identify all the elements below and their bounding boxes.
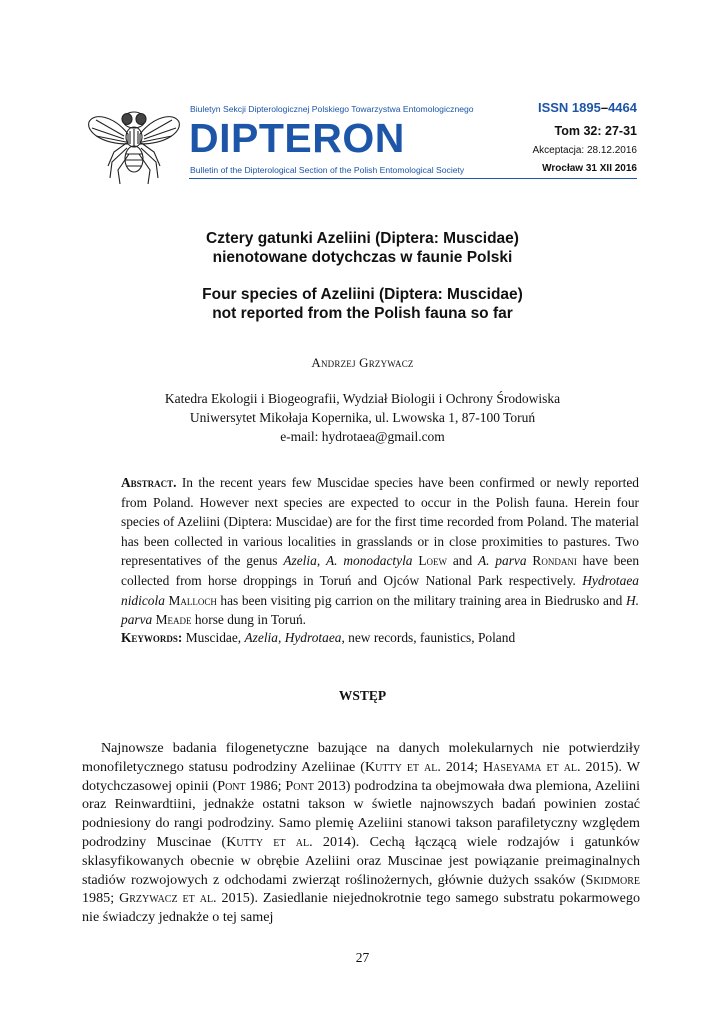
citation: Skidmore bbox=[585, 871, 640, 888]
page-number: 27 bbox=[355, 950, 370, 965]
title-english bbox=[0, 285, 725, 323]
publication-place-date: Wrocław 31 XII 2016 bbox=[542, 163, 637, 174]
issn-number: 4464 bbox=[608, 100, 637, 115]
abstract bbox=[121, 473, 639, 630]
abstract-text: has been visiting pig carrion on the military training area in Biedrusko and bbox=[216, 592, 626, 608]
taxon-name: A. parva bbox=[477, 553, 527, 569]
paragraph-text: 1986; bbox=[245, 777, 286, 794]
citation: Haseyama et al. bbox=[482, 758, 581, 775]
paragraph-text: Najnowsze badania filogenetyczne bazujące na danych molekularnych nie potwierdziły monofiletycznego statusu podrodziny Azeliinae ( bbox=[82, 740, 640, 775]
keywords-text: , bbox=[277, 630, 285, 645]
taxon-author: Malloch bbox=[168, 592, 217, 608]
title-polish bbox=[0, 229, 725, 267]
abstract-text: and bbox=[447, 553, 478, 569]
abstract-text: have been collected from horse droppings in Toruń and Ojców National Park respectively. bbox=[121, 553, 640, 588]
intro-paragraph bbox=[82, 739, 640, 927]
paragraph-text: 1985; bbox=[82, 890, 120, 907]
keywords-text: Muscidae, bbox=[182, 630, 245, 645]
keyword-taxon: Azelia bbox=[244, 630, 278, 645]
fly-icon bbox=[84, 104, 184, 186]
title-english-line2: not reported from the Polish fauna so far bbox=[212, 305, 513, 322]
paragraph-text: 2015). Zasiedlanie niejednokrotnie tego samego substratu pokarmowego nie świadczy jednakże o tej samej bbox=[82, 890, 640, 926]
title-polish-line1: Cztery gatunki Azeliini (Diptera: Muscidae) bbox=[206, 230, 519, 247]
taxon-author: Loew bbox=[418, 553, 447, 569]
keyword-taxon: Hydrotaea bbox=[284, 630, 342, 645]
abstract-text: horse dung in Toruń. bbox=[191, 612, 307, 628]
section-heading: WSTĘP bbox=[338, 688, 387, 703]
abstract-text: In the recent years few Muscidae species have been confirmed or newly reported from Poland. However next species are expected to occur in the Polish fauna. Herein four species of Azeliini (Diptera: Muscidae) are for the first time recorded from Poland. The material has been collected in various localities in grasslands or in close proximities to pastures. Two representatives of the genus bbox=[121, 475, 639, 569]
citation: Kutty et al. bbox=[364, 758, 441, 775]
taxon-name: H. parva bbox=[121, 592, 639, 628]
journal-subtitle-en: Bulletin of the Dipterological Section of the Polish Entomological Society bbox=[190, 165, 465, 175]
taxon-author: Rondani bbox=[532, 553, 577, 569]
body-text bbox=[82, 739, 640, 927]
issn-prefix: ISSN 1895 bbox=[537, 100, 601, 115]
paragraph-text: 2014). Cechą łączącą wiele rodzajów i gatunków sklasyfikowanych obecnie w obrębie Azeliini oraz Muscinae jest powiązanie preimaginalnych stadiów rozwojowych z odchodami zwierząt roślinożernych, głównie dużych ssaków ( bbox=[82, 833, 640, 888]
author-email: e-mail: hydrotaea@gmail.com bbox=[280, 429, 445, 444]
title-english-line1: Four species of Azeliini (Diptera: Muscidae) bbox=[202, 286, 523, 303]
paragraph-text: 2015). W dotychczasowej opinii ( bbox=[82, 758, 640, 794]
keywords-text: , new records, faunistics, Poland bbox=[341, 630, 516, 645]
journal-subtitle-pl: Biuletyn Sekcji Dipterologicznej Polskiego Towarzystwa Entomologicznego bbox=[190, 104, 474, 114]
taxon-name: Azelia bbox=[283, 553, 317, 569]
citation: Grzywacz et al. bbox=[119, 890, 217, 907]
citation: Pont bbox=[217, 777, 246, 794]
taxon-name: Hydrotaea nidicola bbox=[121, 572, 639, 608]
keywords-label: Keywords: bbox=[121, 630, 183, 645]
header-divider bbox=[189, 178, 637, 179]
issn-separator: – bbox=[600, 100, 609, 115]
citation: Pont bbox=[285, 777, 314, 794]
paragraph-text: 2013) podrodzina ta obejmowała dwa plemiona, Azeliini oraz Reinwardtiini, jednakże ostatni takson w świetle najnowszych badań powinien zostać podniesiony do rangi podrodziny. Samo plemię Azeliini stanowi takson parafiletyczny względem podrodziny Muscinae ( bbox=[82, 777, 640, 850]
title-polish-line2: nienotowane dotychczas w faunie Polski bbox=[212, 249, 513, 266]
accepted-date: Akceptacja: 28.12.2016 bbox=[532, 145, 637, 156]
taxon-name: A. monodactyla bbox=[325, 553, 413, 569]
abstract-text: , bbox=[316, 553, 326, 569]
keywords bbox=[121, 628, 639, 648]
affiliation-line: Katedra Ekologii i Biogeografii, Wydział Biologii i Ochrony Środowiska bbox=[164, 391, 561, 406]
taxon-author: Meade bbox=[155, 612, 192, 628]
journal-name: DIPTERON bbox=[189, 115, 405, 161]
paragraph-text: 2014; bbox=[440, 758, 483, 775]
author-name: Andrzej Grzywacz bbox=[311, 355, 414, 370]
abstract-label: Abstract. bbox=[121, 475, 177, 490]
volume-pages: Tom 32: 27-31 bbox=[554, 124, 637, 138]
citation: Kutty et al. bbox=[226, 833, 313, 850]
issn bbox=[538, 100, 637, 115]
affiliation-line: Uniwersytet Mikołaja Kopernika, ul. Lwowska 1, 87-100 Toruń bbox=[189, 410, 536, 425]
